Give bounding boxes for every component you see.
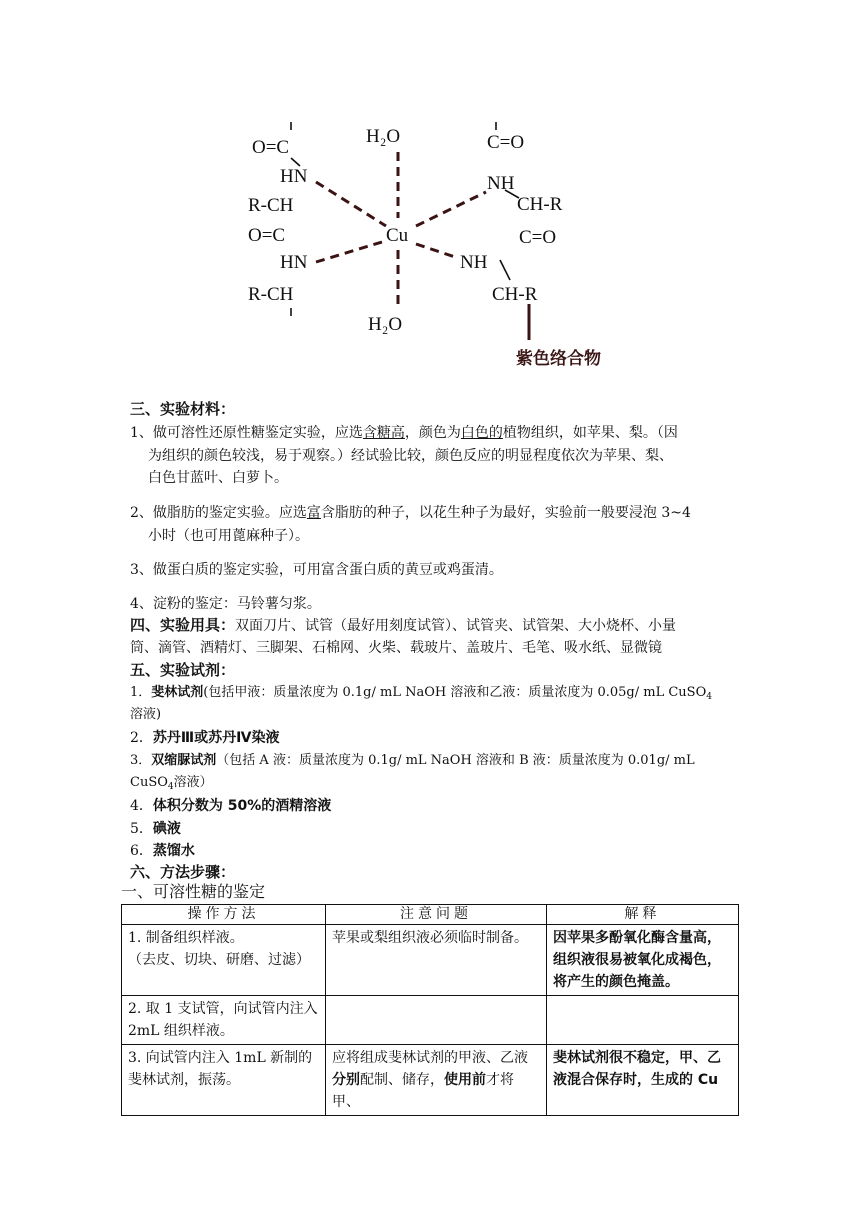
copper-center: Cu <box>386 225 409 246</box>
section-6-title: 六、方法步骤： <box>130 863 236 881</box>
left-carbonyl-1: O=C <box>252 137 290 158</box>
materials-item-4: 4、淀粉的鉴定：马铃薯匀浆。 <box>130 596 321 612</box>
right-carbonyl-2: C=O <box>519 227 557 248</box>
table-row <box>122 996 739 1045</box>
left-amine-1: HN <box>280 166 308 187</box>
text: 配制、储存， <box>360 1072 444 1088</box>
right-carbonyl-1: C=O <box>487 132 525 153</box>
subscript: 4 <box>167 782 174 792</box>
notes-cell: 苹果或梨组织液必须临时制备。 <box>326 925 547 996</box>
num: 4． <box>130 798 153 814</box>
section-5-title: 五、实验试剂： <box>130 661 236 679</box>
reagent-6 <box>130 840 195 862</box>
subsection-title: 一、可溶性糖的鉴定 <box>121 882 266 901</box>
tools-list-line-2: 筒、滴管、酒精灯、三脚架、石棉网、火柴、载玻片、盖玻片、毛笔、吸水纸、显微镜 <box>130 640 662 656</box>
reagent-4 <box>130 795 331 817</box>
operation-cell: 3. 向试管内注入 1mL 新制的斐林试剂，振荡。 <box>122 1045 326 1116</box>
reagent-2 <box>130 727 280 749</box>
text: （去皮、切块、研磨、过滤） <box>128 952 310 968</box>
section-4 <box>130 614 676 637</box>
reagent-1 <box>130 682 712 708</box>
reagent-name: 蒸馏水 <box>152 843 195 859</box>
reagent-name: 碘液 <box>152 821 181 837</box>
num: 1． <box>130 685 152 700</box>
text: ，颜色为 <box>404 425 461 441</box>
text: 才将甲、 <box>332 1072 514 1110</box>
notes-cell <box>326 996 547 1045</box>
table-header-row <box>122 905 739 925</box>
text: 溶液） <box>173 775 213 790</box>
reagent-desc: (包括甲液：质量浓度为 0.1g/ mL NaOH 溶液和乙液：质量浓度为 0.05g/ mL CuSO <box>203 685 707 700</box>
header-explanation: 解释 <box>547 905 739 925</box>
table-row <box>122 925 739 996</box>
reagent-1-line-2: 溶液) <box>130 707 162 722</box>
header-operation: 操作方法 <box>122 905 326 925</box>
right-amine-2: NH <box>460 252 488 273</box>
left-rch-1: R-CH <box>248 195 294 216</box>
underlined-text: 含糖高 <box>362 425 405 441</box>
reagent-name: 苏丹Ⅲ或苏丹Ⅳ染液 <box>152 730 280 746</box>
materials-item-1 <box>130 422 678 444</box>
header-notes: 注意问题 <box>326 905 547 925</box>
section-3-title: 三、实验材料： <box>130 400 236 418</box>
left-amine-2: HN <box>280 252 308 273</box>
left-rch-2: R-CH <box>248 284 294 305</box>
num: 3． <box>130 753 152 768</box>
reagent-5 <box>130 818 181 840</box>
materials-item-2-line-2: 小时（也可用蓖麻种子）。 <box>148 528 309 544</box>
explanation-cell <box>547 996 739 1045</box>
text: 1. 制备组织样液。 <box>128 930 244 946</box>
procedure-table <box>121 904 739 1116</box>
text: 植物组织，如苹果、梨。（因 <box>502 425 678 441</box>
top-water: H₂O <box>366 126 401 147</box>
subscript: 4 <box>706 692 712 702</box>
reagent-name: 斐林试剂 <box>151 685 204 700</box>
materials-item-1-line-2: 为组织的颜色较浅，易于观察。）经试验比较，颜色反应的明显程度依次为苹果、梨、 <box>148 448 673 464</box>
reagent-name: 双缩脲试剂 <box>151 753 217 768</box>
text: 2、做脂肪的鉴定实验。应选 <box>130 505 307 521</box>
operation-cell <box>122 925 326 996</box>
materials-item-3: 3、做蛋白质的鉴定实验，可用富含蛋白质的黄豆或鸡蛋清。 <box>130 562 503 578</box>
explanation-cell: 斐林试剂很不稳定，甲、乙液混合保存时，生成的 Cu <box>547 1045 739 1116</box>
text: 应将组成斐林试剂的甲液、乙液 <box>332 1050 528 1066</box>
text: CuSO <box>130 775 168 790</box>
solid-bonds <box>291 122 519 316</box>
copper-complex-diagram <box>0 0 860 390</box>
reagent-name: 体积分数为 50%的酒精溶液 <box>152 798 332 814</box>
explanation-cell: 因苹果多酚氧化酶含量高，组织液很易被氧化成褐色，将产生的颜色掩盖。 <box>547 925 739 996</box>
right-chr-2: CH-R <box>492 284 538 305</box>
num: 6． <box>130 843 153 859</box>
materials-item-1-line-3: 白色甘蓝叶、白萝卜。 <box>148 470 288 486</box>
underlined-text: 白色的 <box>460 425 503 441</box>
right-amine-1: NH <box>487 173 515 194</box>
reagent-desc: （包括 A 液：质量浓度为 0.1g/ mL NaOH 溶液和 B 液：质量浓度为 0.01g/ mL <box>216 753 695 768</box>
bold-text: 分别 <box>332 1072 360 1088</box>
notes-cell <box>326 1045 547 1116</box>
tools-list: 双面刀片、试管（最好用刻度试管）、试管夹、试管架、大小烧杯、小量 <box>235 618 677 634</box>
section-4-title: 四、实验用具： <box>130 616 236 634</box>
num: 2． <box>130 730 153 746</box>
text: 含脂肪的种子，以花生种子为最好，实验前一般要浸泡 3~4 <box>320 505 691 521</box>
num: 5． <box>130 821 153 837</box>
left-carbonyl-2: O=C <box>248 225 286 246</box>
materials-item-2 <box>130 502 691 524</box>
bottom-water: H₂O <box>368 314 403 335</box>
text: 1、做可溶性还原性糖鉴定实验，应选 <box>130 425 363 441</box>
right-chr-1: CH-R <box>517 194 563 215</box>
complex-caption: 紫色络合物 <box>516 349 601 369</box>
bold-text: 使用前 <box>444 1072 486 1088</box>
operation-cell: 2. 取 1 支试管，向试管内注入 2mL 组织样液。 <box>122 996 326 1045</box>
reagent-3 <box>130 750 695 772</box>
table-row <box>122 1045 739 1116</box>
underlined-text: 富 <box>306 505 321 521</box>
